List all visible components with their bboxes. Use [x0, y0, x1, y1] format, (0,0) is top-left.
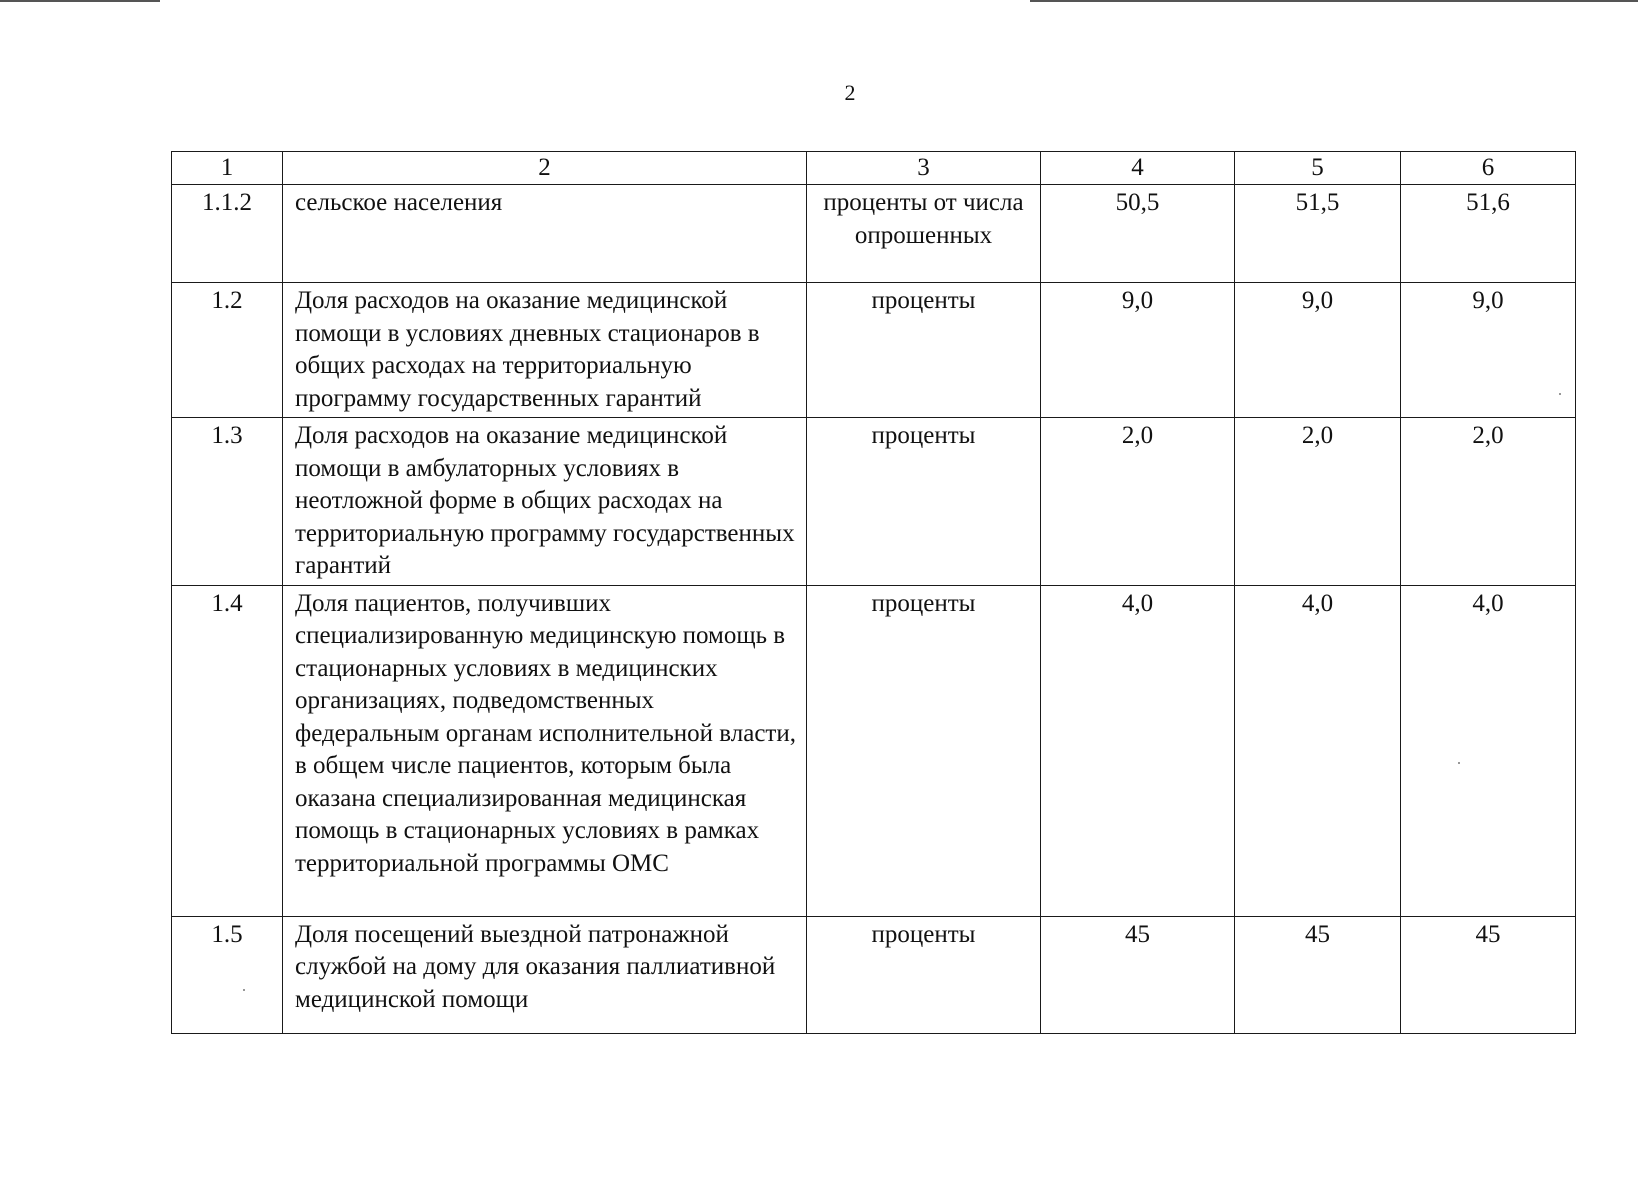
table-row: [172, 283, 1576, 418]
scan-edge-line-left: [0, 0, 160, 2]
indicator-name: Доля пациентов, получивших специализированную медицинскую помощь в стационарных условиях в медицинских организациях, подведомственных федеральным органам исполнительной власти, в общем числе пациентов, которым была оказана специализированная медицинская помощь в стационарных условиях в рамках территориальной программы ОМС: [283, 585, 807, 916]
indicators-table: [171, 151, 1576, 1034]
value-col-6: 51,6: [1401, 185, 1576, 283]
header-col-4: 4: [1041, 152, 1235, 185]
table-row: [172, 585, 1576, 916]
indicator-name: Доля посещений выездной патронажной службой на дому для оказания паллиативной медицинской помощи: [283, 916, 807, 1033]
value-col-4: 45: [1041, 916, 1235, 1033]
unit: проценты: [807, 418, 1041, 586]
value-col-4: 4,0: [1041, 585, 1235, 916]
scan-speck: [1458, 762, 1460, 764]
indicator-name: Доля расходов на оказание медицинской помощи в амбулаторных условиях в неотложной форме в общих расходах на территориальную программу государственных гарантий: [283, 418, 807, 586]
unit: проценты: [807, 916, 1041, 1033]
table-row: [172, 185, 1576, 283]
value-col-6: 9,0: [1401, 283, 1576, 418]
scan-speck: [1559, 393, 1561, 395]
header-col-3: 3: [807, 152, 1041, 185]
header-col-6: 6: [1401, 152, 1576, 185]
row-number: 1.4: [172, 585, 283, 916]
indicator-name: Доля расходов на оказание медицинской помощи в условиях дневных стационаров в общих расходах на территориальную программу государственных гарантий: [283, 283, 807, 418]
value-col-4: 50,5: [1041, 185, 1235, 283]
value-col-4: 9,0: [1041, 283, 1235, 418]
value-col-6: 2,0: [1401, 418, 1576, 586]
row-number: 1.5: [172, 916, 283, 1033]
scan-speck: [243, 989, 245, 991]
value-col-5: 4,0: [1235, 585, 1401, 916]
value-col-5: 2,0: [1235, 418, 1401, 586]
row-number: 1.3: [172, 418, 283, 586]
table-row: [172, 418, 1576, 586]
row-number: 1.2: [172, 283, 283, 418]
table-header-row: [172, 152, 1576, 185]
unit: проценты: [807, 585, 1041, 916]
value-col-4: 2,0: [1041, 418, 1235, 586]
value-col-5: 9,0: [1235, 283, 1401, 418]
header-col-2: 2: [283, 152, 807, 185]
page-number: 2: [844, 80, 856, 105]
value-col-5: 45: [1235, 916, 1401, 1033]
value-col-6: 4,0: [1401, 585, 1576, 916]
row-number: 1.1.2: [172, 185, 283, 283]
unit: проценты: [807, 283, 1041, 418]
table-row: [172, 916, 1576, 1033]
value-col-5: 51,5: [1235, 185, 1401, 283]
header-col-5: 5: [1235, 152, 1401, 185]
value-col-6: 45: [1401, 916, 1576, 1033]
scan-edge-line-right: [1030, 0, 1638, 2]
unit: проценты от числа опрошенных: [807, 185, 1041, 283]
header-col-1: 1: [172, 152, 283, 185]
indicator-name: сельское населения: [283, 185, 807, 283]
